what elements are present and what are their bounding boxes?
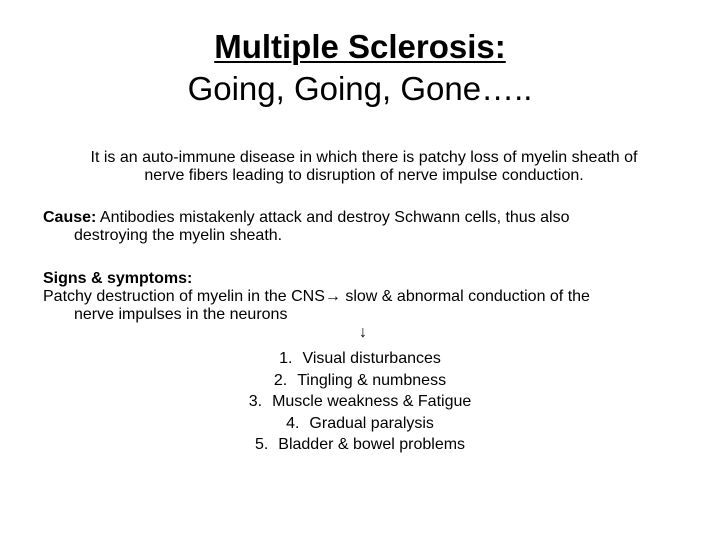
intro-paragraph	[44, 149, 684, 185]
symptom-item	[0, 413, 720, 435]
title-line-2: Going, Going, Gone…..	[187, 70, 533, 107]
symptom-item	[0, 348, 720, 370]
symptom-item	[0, 434, 720, 456]
symptom-number: 1.	[279, 350, 293, 367]
cause-text-line-1: Antibodies mistakenly attack and destroy Schwann cells, thus also	[99, 209, 570, 226]
symptom-item	[0, 370, 720, 392]
title-line-1: Multiple Sclerosis:	[214, 28, 506, 65]
cause-label: Cause:	[43, 209, 97, 226]
signs-line-1: Patchy destruction of myelin in the CNS→ slow & abnormal conduction of the	[43, 288, 590, 305]
symptom-text: Gradual paralysis	[309, 414, 434, 432]
symptom-number: 2.	[273, 371, 288, 389]
intro-line-1: It is an auto-immune disease in which there is patchy loss of myelin sheath of	[90, 149, 638, 166]
symptom-text: Bladder & bowel problems	[278, 436, 466, 453]
slide-title	[0, 26, 720, 110]
cause-text-line-2: destroying the myelin sheath.	[74, 227, 283, 244]
cause-paragraph	[43, 209, 683, 245]
symptom-text: Muscle weakness & Fatigue	[272, 393, 472, 410]
symptom-item	[0, 391, 720, 413]
symptom-text: Visual disturbances	[302, 350, 441, 367]
symptom-text: Tingling & numbness	[297, 371, 447, 389]
symptom-number: 4.	[286, 414, 300, 432]
down-arrow-icon: ↓	[359, 324, 367, 341]
symptom-list	[0, 348, 720, 456]
intro-line-2: nerve fibers leading to disruption of nerve impulse conduction.	[144, 167, 584, 184]
symptom-number: 5.	[254, 436, 269, 453]
signs-paragraph	[43, 270, 693, 324]
signs-line-2: nerve impulses in the neurons	[74, 306, 288, 323]
signs-heading: Signs & symptoms:	[43, 270, 193, 287]
symptom-number: 3.	[248, 393, 263, 410]
